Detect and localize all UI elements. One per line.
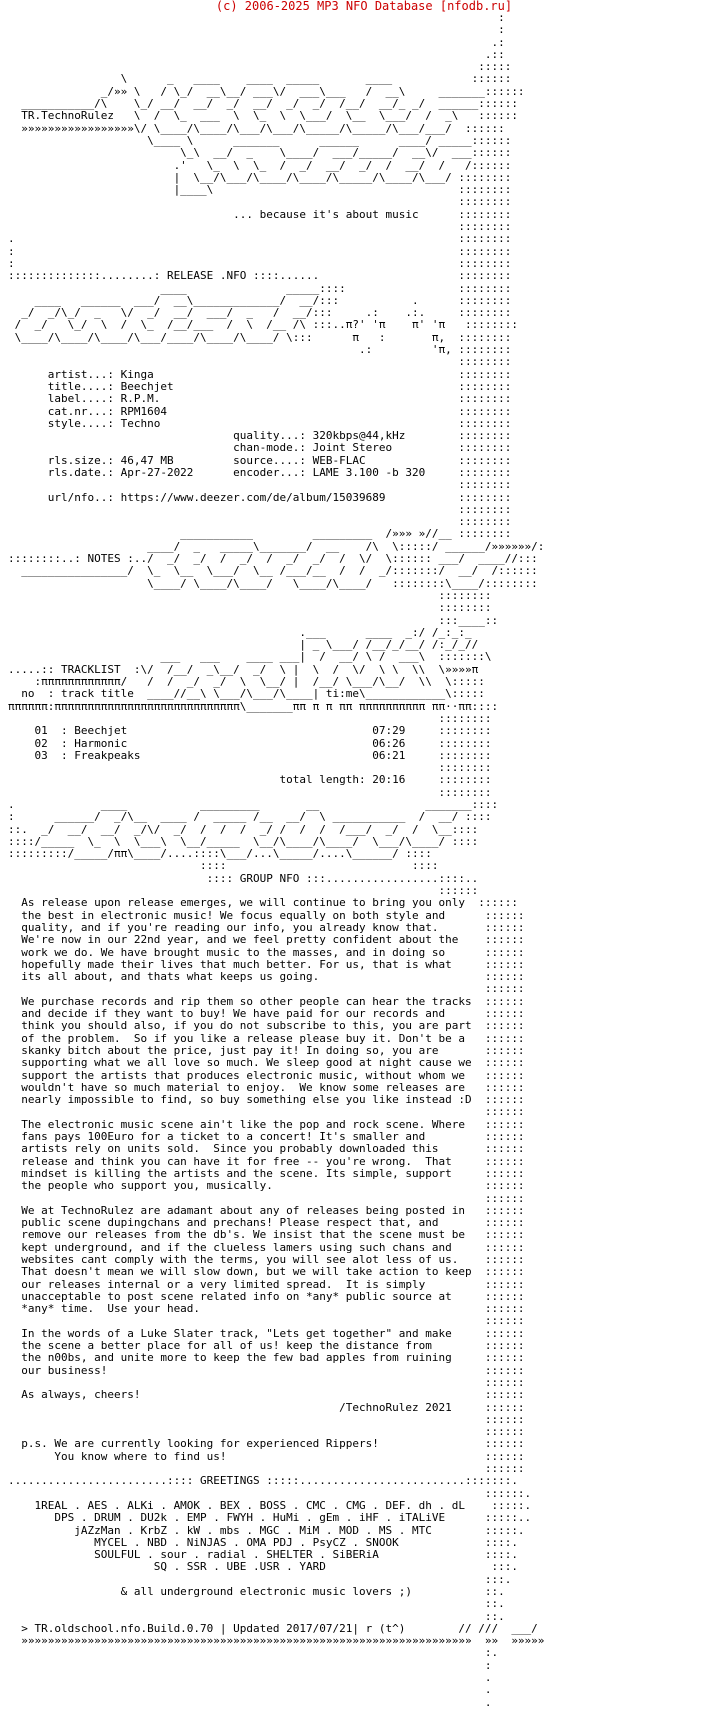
nfo-line: ___________/\ \_/ __/ __/ _/ __/ _/ _/ /__/ __/_ _/ ______:::::: xyxy=(8,97,518,111)
nfo-line: :::::: xyxy=(8,982,525,996)
nfo-line: The electronic music scene ain't like the pop and rock scene. Where :::::: xyxy=(8,1117,525,1131)
nfo-line: You know where to find us! :::::: xyxy=(8,1449,525,1463)
nfo-line: & all underground electronic music lovers ;) ::. xyxy=(8,1585,505,1598)
nfo-line: mindset is killing the artists and the scene. Its simple, support :::::: xyxy=(8,1166,525,1180)
nfo-line: 02 : Harmonic 06:26 :::::::: xyxy=(8,736,492,750)
nfo-line: :::::: xyxy=(8,1412,525,1426)
nfo-line: :::::::: xyxy=(8,478,512,492)
nfo-line: nearly impossible to find, so buy something else you like instead :D :::::: xyxy=(8,1093,525,1107)
nfo-line: wouldn't have so much material to enjoy. We know some releases are :::::: xyxy=(8,1080,525,1094)
nfo-line: remove our releases from the db's. We insist that the scene must be :::::: xyxy=(8,1228,525,1242)
nfo-line: unacceptable to post scene related info on *any* public source at :::::: xyxy=(8,1289,525,1303)
nfo-line: . xyxy=(8,1695,492,1709)
nfo-line: : xyxy=(8,11,505,24)
nfo-line: quality...: 320kbps@44,kHz :::::::: xyxy=(8,429,512,443)
nfo-line: support the artists that produces electronic music, without whom we :::::: xyxy=(8,1068,525,1082)
nfo-line: .....:: TRACKLIST :\/ /__/ _\__/ _/ \ | \ / \/ \ \ \\ \»»»»π xyxy=(8,662,479,676)
nfo-line: 1REAL . AES . ALKi . AMOK . BEX . BOSS . CMC . CMG . DEF. dh . dL :::::. xyxy=(8,1498,532,1512)
nfo-line: jAZzMan . KrbZ . kW . mbs . MGC . MiM . MOD . MS . MTC :::::. xyxy=(8,1523,525,1537)
nfo-line: the n00bs, and unite more to keep the few bad apples from ruining :::::: xyxy=(8,1351,525,1365)
nfo-document xyxy=(8,12,544,1709)
nfo-line: of the problem. So if you like a release please buy it. Don't be a :::::: xyxy=(8,1031,525,1045)
nfo-line: artist...: Kinga :::::::: xyxy=(8,367,512,381)
nfodb-credit[interactable]: (c) 2006-2025 MP3 NFO Database [nfodb.ru] xyxy=(215,0,513,13)
nfo-line: . xyxy=(8,1671,492,1685)
nfo-line: quality, and if you're reading our info, you already know that. :::::: xyxy=(8,920,525,934)
nfo-line: rls.size.: 46,47 MB source....: WEB-FLAC :::::::: xyxy=(8,453,512,467)
nfo-line: \____ \ _______ ______ ____/ _____:::::: xyxy=(8,133,512,147)
nfo-line: \ _ ____ ____ _____ ____ :::::: xyxy=(8,72,512,86)
nfo-line: :::::::::/_____/ππ\____/....::::\___/...\_____/....\______/ :::: xyxy=(8,847,432,861)
nfo-line: \_\ __/ _ \____/ ___/_____/ __\/ ___:::::: xyxy=(8,146,512,160)
nfo-line: 03 : Freakpeaks 06:21 :::::::: xyxy=(8,748,492,762)
nfo-line: »»»»»»»»»»»»»»»»»»»»»»»»»»»»»»»»»»»»»»»»»»»»»»»»»»»»»»»»»»»»»»»»»»»» »» »»»»» xyxy=(8,1634,545,1648)
nfo-line: .: 'π, :::::::: xyxy=(8,343,512,357)
nfo-line: . xyxy=(8,1683,492,1697)
nfo-line: . :::::::: xyxy=(8,232,512,246)
nfo-line: total length: 20:16 :::::::: xyxy=(8,773,492,787)
nfo-line: fans pays 100Euro for a ticket to a concert! It's smaller and :::::: xyxy=(8,1130,525,1144)
nfo-line: :ππππππππππππ/ / / _/ _/ \ \__/ | /__/ \___/\__/ \\ \::::: xyxy=(8,675,485,689)
nfo-line: ::::: xyxy=(8,60,512,74)
nfo-line: /TechnoRulez 2021 :::::: xyxy=(8,1400,525,1414)
nfo-line: our releases internal or a very limited spread. It is simply :::::: xyxy=(8,1277,525,1291)
nfo-line: ::. _/ __/ __/ _/\/ _/ / / / _/ / / / /___/ _/ / \__:::: xyxy=(8,822,479,836)
nfo-line: ::::::. xyxy=(8,1486,532,1500)
nfo-line: That doesn't mean we will slow down, but we will take action to keep :::::: xyxy=(8,1265,525,1279)
nfo-line: _/»» \ / \_/ __\__/ ___\/ ___\___ / __\ _______:::::: xyxy=(8,84,525,98)
nfo-line: .:: xyxy=(8,47,505,61)
nfo-line: .: xyxy=(8,35,505,49)
nfo-line: | _ \___/ /__/_/__/ /:_/_// xyxy=(8,638,479,652)
nfo-line: skanky bitch about the price, just pay it! In doing so, you are :::::: xyxy=(8,1043,525,1057)
nfo-line: our business! :::::: xyxy=(8,1363,525,1377)
nfo-line: no : track title ____//__\ \___/\___/\____| ti:me\____________\::::: xyxy=(8,687,485,701)
nfo-line: work we do. We have brought music to the masses, and in doing so :::::: xyxy=(8,945,525,959)
nfo-line: *any* time. Use your head. :::::: xyxy=(8,1302,525,1316)
nfo-line: DPS . DRUM . DU2k . EMP . FWYH . HuMi . gEm . iHF . iTALiVE :::::.. xyxy=(8,1511,532,1525)
nfo-line: :::::: xyxy=(8,1375,525,1389)
nfo-line: think you should also, if you do not subscribe to this, you are part :::::: xyxy=(8,1019,525,1033)
nfo-line: rls.date.: Apr-27-2022 encoder...: LAME 3.100 -b 320 :::::::: xyxy=(8,465,512,479)
nfo-line: : xyxy=(8,23,505,37)
nfo-line: 01 : Beechjet 07:29 :::::::: xyxy=(8,724,492,738)
nfo-line: \____/ \____/\____/ \____/\____/ ::::::::\____/:::::::: xyxy=(8,576,538,590)
nfo-line: ππππππ:ππππππππππππππππππππππππππππ\_______ππ π π ππ ππππππππππ ππ··ππ:::: xyxy=(8,699,499,713)
nfo-line: .' \_ \ \_ / _/ __/ _/ / __/ / /:::::: xyxy=(8,158,512,172)
nfo-line: cat.nr...: RPM1604 :::::::: xyxy=(8,404,512,418)
nfo-line: : xyxy=(8,1658,492,1672)
nfo-line: :::::::: xyxy=(8,761,492,775)
nfo-line: ::. xyxy=(8,1597,505,1611)
nfo-line: chan-mode.: Joint Stereo :::::::: xyxy=(8,441,512,455)
nfo-line: :::::: xyxy=(8,1314,525,1328)
nfo-line: ___________ _________ /»»» »//__ :::::::: xyxy=(8,527,512,541)
nfo-line: title....: Beechjet :::::::: xyxy=(8,379,512,393)
nfo-line: ____ ______ ___/ __\_____________/ __/::: . :::::::: xyxy=(8,293,512,307)
nfo-line: :::::::: xyxy=(8,502,512,516)
nfo-line: We purchase records and rip them so other people can hear the tracks :::::: xyxy=(8,994,525,1008)
nfo-line: the people who support you, musically. :::::: xyxy=(8,1179,525,1193)
nfo-line: :::::::: xyxy=(8,195,512,209)
nfo-line: :::::::: xyxy=(8,515,512,529)
nfo-line: ____/ _ _____\_______/ __ /\ \:::::/ ______/»»»»»»/: xyxy=(8,539,545,553)
nfo-line: :::::::: xyxy=(8,220,512,234)
nfo-line: As release upon release emerges, we will continue to bring you only :::::: xyxy=(8,896,518,910)
nfo-line: artists rely on units sold. Since you probably downloaded this :::::: xyxy=(8,1142,525,1156)
nfo-line: : :::::::: xyxy=(8,244,512,258)
nfo-line: its all about, and thats what keeps us going. :::::: xyxy=(8,970,525,984)
nfo-line: :::::: xyxy=(8,1462,525,1476)
nfo-line: :::::: xyxy=(8,1191,525,1205)
nfo-line: : :::::::: xyxy=(8,256,512,270)
nfo-line: SOULFUL . sour . radial . SHELTER . SiBERiA ::::. xyxy=(8,1548,518,1562)
nfo-line: the best in electronic music! We focus equally on both style and :::::: xyxy=(8,908,525,922)
nfo-line: hopefully made their lives that much better. For us, that is what :::::: xyxy=(8,957,525,971)
nfo-line: _/ _/\_/ _ \/ _/ __/ ___/ _ / __/::: .: .:. :::::::: xyxy=(8,306,512,320)
nfo-line: :::::::: xyxy=(8,711,492,725)
nfo-line: :::::::: xyxy=(8,588,492,602)
nfo-line: / _/ \_/ \ / \_ /__/___ / \ /__ /\ :::..π?' 'π π' 'π :::::::: xyxy=(8,318,518,332)
nfo-line: ::::/_____ \_ \ \___\ \__/_____ \__/\____/\____/ \___/\____/ :::: xyxy=(8,834,479,848)
nfo-line: websites cant comply with the terms, you will see alot less of us. :::::: xyxy=(8,1252,525,1266)
nfo-line: url/nfo..: https://www.deezer.com/de/album/15039689 :::::::: xyxy=(8,490,512,504)
nfo-line: :::::::: xyxy=(8,601,492,615)
nfo-line: : ______/ _/\__ ____ / _____ /__ __/ \ ___________ / __/ :::: xyxy=(8,810,492,824)
nfo-line: »»»»»»»»»»»»»»»»»\/ \____/\____/\___/\___/\_____/\_____/\___/___/ :::::: xyxy=(8,121,505,135)
nfo-line: public scene dupingchans and prechans! Please respect that, and :::::: xyxy=(8,1216,525,1230)
nfo-line: supporting what we all love so much. We sleep good at night cause we :::::: xyxy=(8,1056,525,1070)
nfo-line: MYCEL . NBD . NiNJAS . OMA PDJ . PsyCZ . SNOOK ::::. xyxy=(8,1535,518,1549)
nfo-line: style....: Techno :::::::: xyxy=(8,416,512,430)
nfo-line: ____ _____:::: :::::::: xyxy=(8,281,512,295)
nfo-line: | \__/\___/\____/\____/\_____/\____/\___/ :::::::: xyxy=(8,170,512,184)
nfo-line: ........................:::: GREETINGS :::::.........................:::::::. xyxy=(8,1474,518,1488)
nfo-line: . ____ _________ __ _______:::: xyxy=(8,798,499,811)
nfo-line: ::::::::..: NOTES :../ _/ _/ / _/ / _/ _/ / \/ \:::::: ___/ ____//::: xyxy=(8,552,538,566)
nfo-line: :::::::: xyxy=(8,355,512,369)
nfo-line: :::. xyxy=(8,1572,512,1586)
nfo-line: :::::: xyxy=(8,884,479,898)
nfo-line: ___ ___ ____ ___| / __/ \ / ___\ :::::::\ xyxy=(8,650,492,664)
nfo-line: > TR.oldschool.nfo.Build.0.70 | Updated 2017/07/21| r (t^) // /// ___/ xyxy=(8,1621,538,1635)
nfo-line: :. xyxy=(8,1646,499,1660)
nfo-line: :::::: xyxy=(8,1425,525,1439)
nfo-line: ________________/ \_ \__ \___/ \__ /___/__ / / _/:::::::/ __/ /:::::: xyxy=(8,564,538,578)
nfo-line: :::::: xyxy=(8,1105,525,1119)
nfo-line: and decide if they want to buy! We have paid for our records and :::::: xyxy=(8,1007,525,1021)
nfo-line: the scene a better place for all of us! keep the distance from :::::: xyxy=(8,1339,525,1353)
nfo-line: .___ ____ _:/ /_:_:_ xyxy=(8,625,472,639)
nfo-line: As always, cheers! :::::: xyxy=(8,1388,525,1402)
nfo-line: ::. xyxy=(8,1609,505,1623)
nfo-line: :::: :::: xyxy=(8,859,439,873)
nfo-line: \____/\____/\____/\___/____/\____/\____/ \::: π : π, :::::::: xyxy=(8,330,512,344)
nfo-line: ::::::::::::::........: RELEASE .NFO ::::...... :::::::: xyxy=(8,269,512,283)
nfo-line: :::::::: xyxy=(8,785,492,799)
nfo-line: |____\ :::::::: xyxy=(8,183,512,197)
nfo-line: SQ . SSR . UBE .USR . YARD :::. xyxy=(8,1560,518,1574)
nfo-line: release and think you can have it for free -- you're wrong. That :::::: xyxy=(8,1154,525,1168)
nfo-line: TR.TechnoRulez \ / \_ ___ \ \_ \ \___/ \__ \___/ / _\ :::::: xyxy=(8,109,518,123)
nfo-line: :::: GROUP NFO :::.................::::.. xyxy=(8,871,479,885)
nfo-line: We're now in our 22nd year, and we feel pretty confident about the :::::: xyxy=(8,933,525,947)
nfo-line: In the words of a Luke Slater track, "Lets get together" and make :::::: xyxy=(8,1326,525,1340)
nfo-line: We at TechnoRulez are adamant about any of releases being posted in :::::: xyxy=(8,1203,525,1217)
nfo-line: kept underground, and if the clueless lamers using such chans and :::::: xyxy=(8,1240,525,1254)
nfo-line: p.s. We are currently looking for experienced Rippers! :::::: xyxy=(8,1437,525,1451)
nfo-line: :::____:: xyxy=(8,613,499,627)
nfo-line: ... because it's about music :::::::: xyxy=(8,207,512,221)
nfo-line: label....: R.P.M. :::::::: xyxy=(8,392,512,406)
